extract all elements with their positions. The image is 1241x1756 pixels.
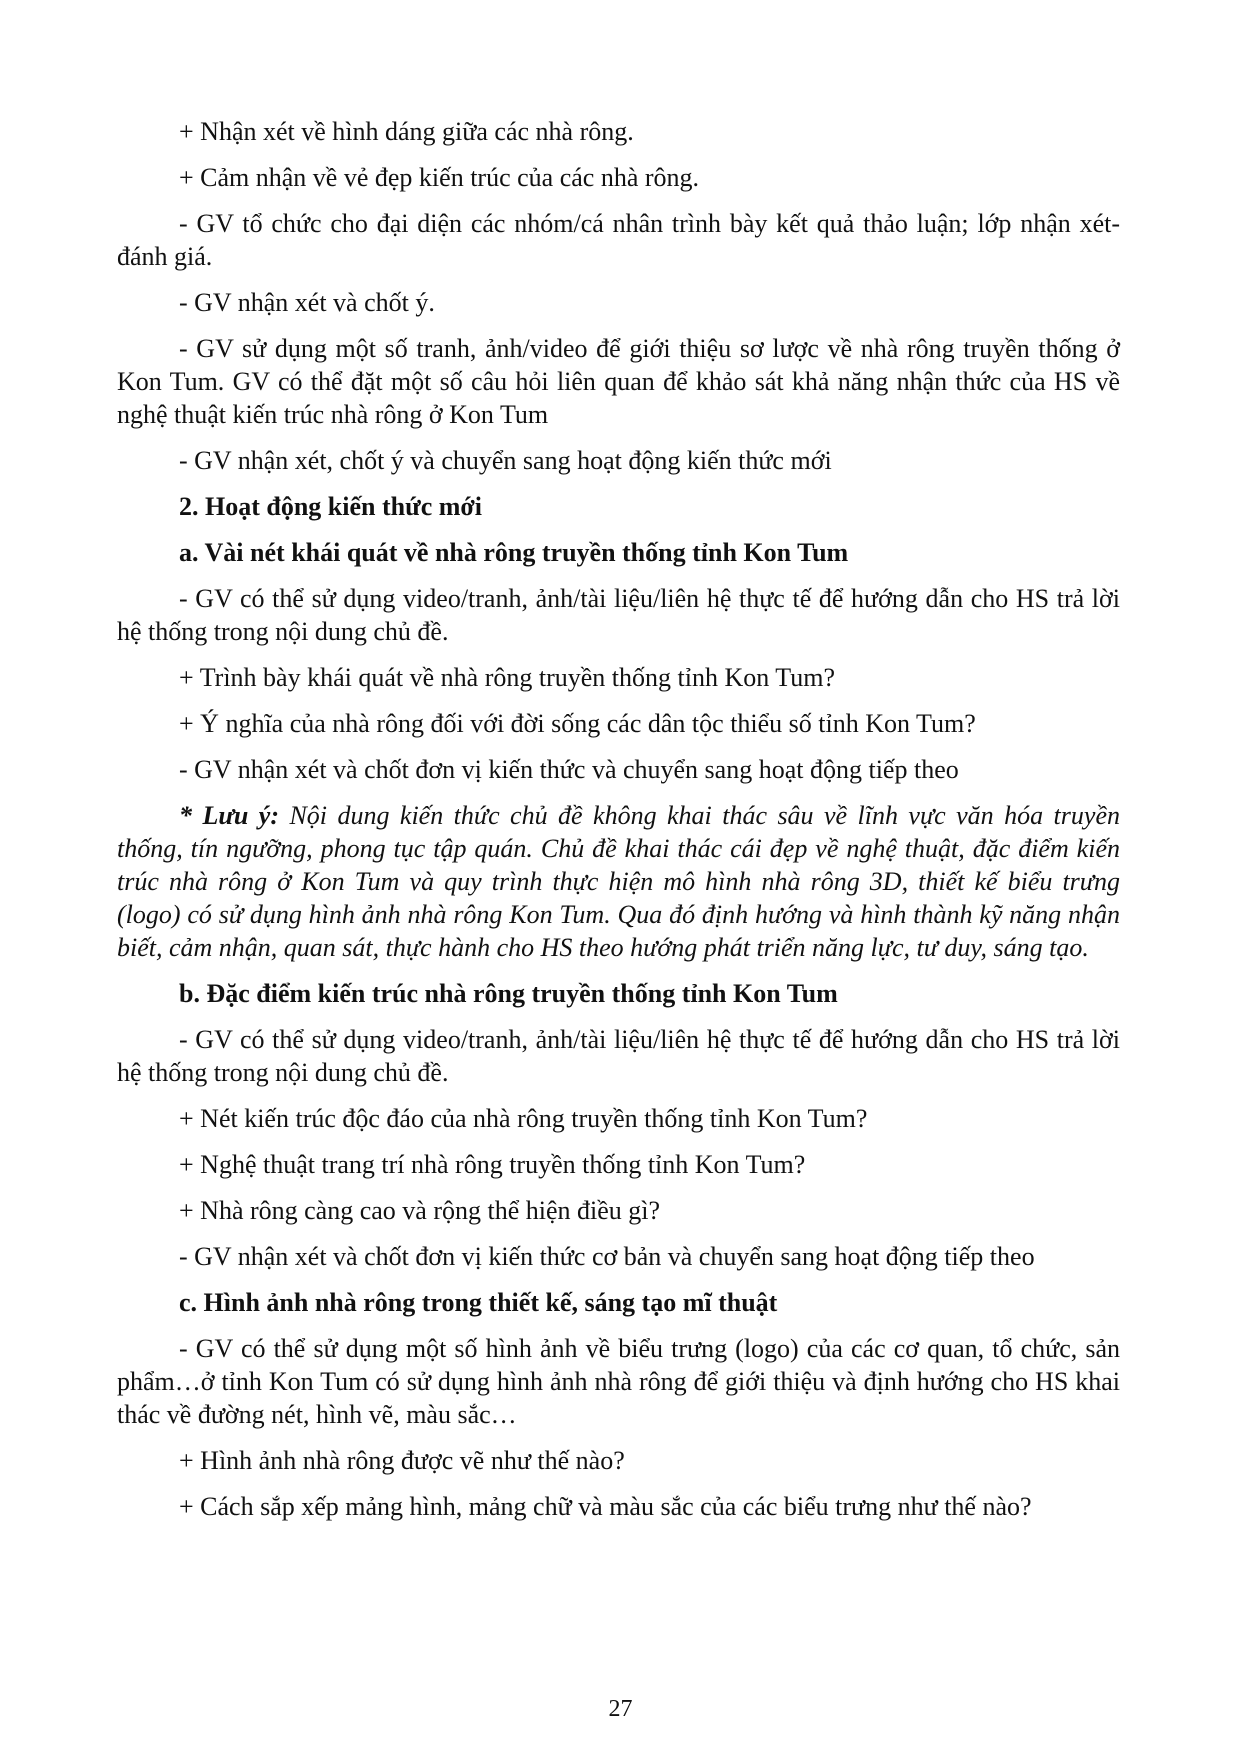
page-number: 27 [608, 1696, 633, 1722]
paragraph: - GV tổ chức cho đại diện các nhóm/cá nhân trình bày kết quả thảo luận; lớp nhận xét-đánh giá. [117, 209, 1120, 271]
note-paragraph [117, 799, 1120, 964]
paragraph: - GV sử dụng một số tranh, ảnh/video để giới thiệu sơ lược về nhà rông truyền thống ở Kon Tum. GV có thể đặt một số câu hỏi liên quan để khảo sát khả năng nhận thức của HS về nghệ thuật kiến trúc nhà rông ở Kon Tum [117, 334, 1120, 429]
note-text: Nội dung kiến thức chủ đề không khai thác sâu về lĩnh vực văn hóa truyền thống, tín ngưỡng, phong tục tập quán. Chủ đề khai thác cái đẹp về nghệ thuật, đặc điểm kiến trúc nhà rông ở Kon Tum và quy trình thực hiện mô hình nhà rông 3D, thiết kế biểu trưng (logo) có sử dụng hình ảnh nhà rông Kon Tum. Qua đó định hướng và hình thành kỹ năng nhận biết, cảm nhận, quan sát, thực hành cho HS theo hướng phát triển năng lực, tư duy, sáng tạo. [117, 801, 1120, 962]
paragraph: - GV có thể sử dụng video/tranh, ảnh/tài liệu/liên hệ thực tế để hướng dẫn cho HS trả lời hệ thống trong nội dung chủ đề. [117, 1025, 1120, 1087]
paragraph: + Nhận xét về hình dáng giữa các nhà rông. [179, 117, 634, 146]
subsection-heading: c. Hình ảnh nhà rông trong thiết kế, sáng tạo mĩ thuật [179, 1288, 778, 1317]
paragraph: + Nhà rông càng cao và rộng thể hiện điều gì? [179, 1196, 661, 1225]
paragraph: + Nghệ thuật trang trí nhà rông truyền thống tỉnh Kon Tum? [179, 1150, 806, 1179]
paragraph: - GV nhận xét, chốt ý và chuyển sang hoạt động kiến thức mới [179, 446, 832, 475]
subsection-heading: b. Đặc điểm kiến trúc nhà rông truyền thống tỉnh Kon Tum [179, 979, 838, 1008]
section-heading: 2. Hoạt động kiến thức mới [179, 492, 483, 521]
paragraph: - GV nhận xét và chốt ý. [179, 288, 435, 317]
paragraph: - GV nhận xét và chốt đơn vị kiến thức và chuyển sang hoạt động tiếp theo [179, 755, 959, 784]
body-text [117, 115, 1120, 1536]
paragraph: + Nét kiến trúc độc đáo của nhà rông truyền thống tỉnh Kon Tum? [179, 1104, 868, 1133]
paragraph: + Hình ảnh nhà rông được vẽ như thế nào? [179, 1446, 625, 1475]
paragraph: + Ý nghĩa của nhà rông đối với đời sống các dân tộc thiểu số tỉnh Kon Tum? [179, 709, 976, 738]
paragraph: - GV có thể sử dụng video/tranh, ảnh/tài liệu/liên hệ thực tế để hướng dẫn cho HS trả lời hệ thống trong nội dung chủ đề. [117, 584, 1120, 646]
paragraph: + Cảm nhận về vẻ đẹp kiến trúc của các nhà rông. [179, 163, 700, 192]
paragraph: - GV có thể sử dụng một số hình ảnh về biểu trưng (logo) của các cơ quan, tổ chức, sản phẩm…ở tỉnh Kon Tum có sử dụng hình ảnh nhà rông để giới thiệu và định hướng cho HS khai thác về đường nét, hình vẽ, màu sắc… [117, 1334, 1120, 1429]
paragraph: - GV nhận xét và chốt đơn vị kiến thức cơ bản và chuyển sang hoạt động tiếp theo [179, 1242, 1035, 1271]
subsection-heading: a. Vài nét khái quát về nhà rông truyền thống tỉnh Kon Tum [179, 538, 849, 567]
paragraph: + Cách sắp xếp mảng hình, mảng chữ và màu sắc của các biểu trưng như thế nào? [179, 1492, 1032, 1521]
note-label: * Lưu ý: [179, 801, 280, 830]
paragraph: + Trình bày khái quát về nhà rông truyền thống tỉnh Kon Tum? [179, 663, 835, 692]
